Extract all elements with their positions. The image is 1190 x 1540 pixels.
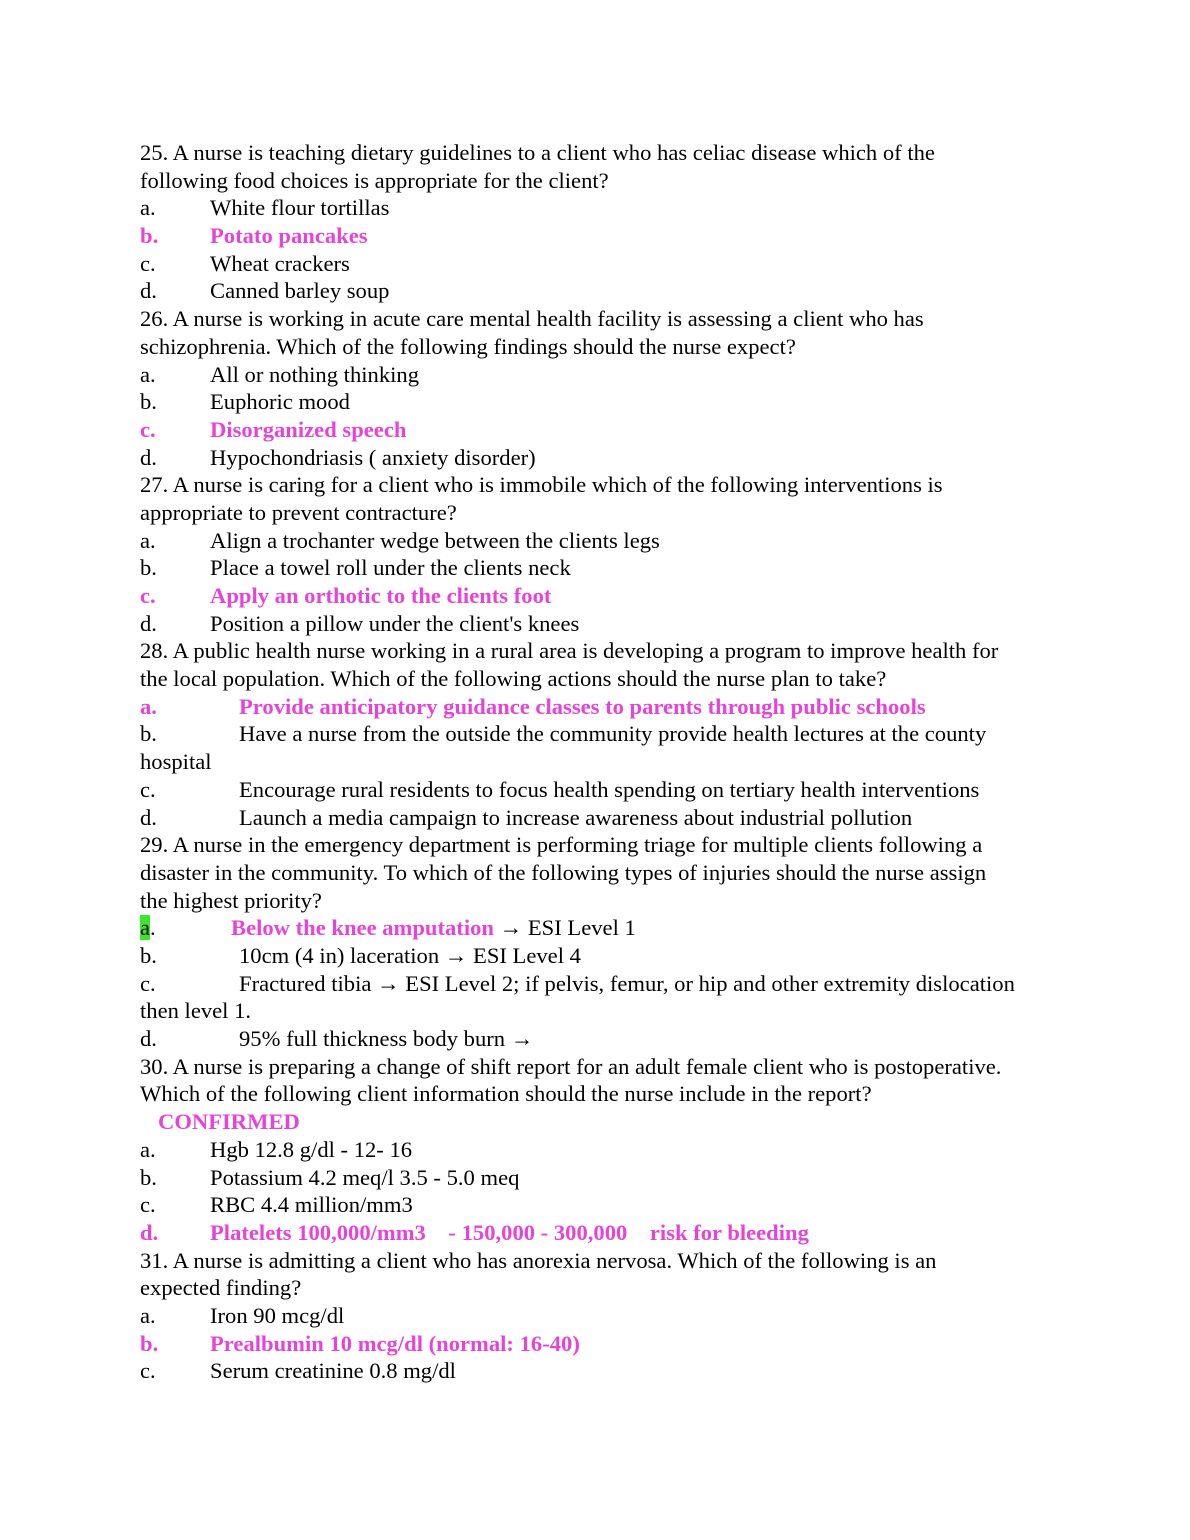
q27-option-a [140,527,1050,555]
option-text: All or nothing thinking [210,361,419,387]
q30-option-a [140,1136,1050,1164]
q27-option-b [140,554,1050,582]
option-letter: a. [140,1302,156,1328]
option-letter: d. [140,1219,159,1245]
q29-option-d [140,1025,1050,1053]
option-text: Iron 90 mcg/dl [210,1302,345,1328]
option-letter: b. [140,1330,159,1356]
q28-option-a-correct [140,693,1050,721]
option-letter: d. [140,444,157,470]
option-text: Hgb 12.8 g/dl - 12- 16 [210,1136,413,1162]
option-text: Position a pillow under the client's knees [210,610,580,636]
q25-option-a [140,194,1050,222]
q31-option-c [140,1357,1050,1385]
document-page [140,139,1050,1385]
q25-option-b-correct [140,222,1050,250]
option-text: Potassium 4.2 meq/l 3.5 - 5.0 meq [210,1164,520,1190]
option-text: Prealbumin 10 mcg/dl (normal: 16-40) [210,1330,580,1356]
highlighted-letter: a [140,915,151,941]
option-text: Fractured tibia → ESI Level 2; if pelvis, femur, or hip and other extremity dislocation then level 1. [140,970,1015,1024]
question-29-stem-cont: disaster in the community. To which of the following types of injuries should the nurse assign [140,859,987,885]
question-26-stem-cont: schizophrenia. Which of the following findings should the nurse expect? [140,333,796,359]
q26-option-d [140,444,1050,472]
q26-option-a [140,361,1050,389]
q29-option-c [140,970,1050,1025]
question-29-stem: 29. A nurse in the emergency department is performing triage for multiple clients following a [140,832,983,858]
option-letter: c. [140,416,156,442]
q28-option-b [140,720,1050,775]
option-letter: b. [140,721,157,747]
option-text: RBC 4.4 million/mm3 [210,1192,413,1218]
confirmed-label: CONFIRMED [158,1109,300,1135]
correct-answer-text: Below the knee amputation [231,915,494,941]
option-text: Platelets 100,000/mm3 - 150,000 - 300,000 risk for bleeding [210,1219,809,1245]
option-text: Encourage rural residents to focus health spending on tertiary health interventions [239,776,980,802]
option-text: Align a trochanter wedge between the clients legs [210,527,660,553]
q27-option-d [140,610,1050,638]
question-25-stem: 25. A nurse is teaching dietary guidelines to a client who has celiac disease which of the [140,140,935,165]
question-30-stem: 30. A nurse is preparing a change of shift report for an adult female client who is postoperative. [140,1053,1002,1079]
option-letter: a. [140,1136,156,1162]
option-text: Serum creatinine 0.8 mg/dl [210,1358,456,1384]
question-25-stem-cont: following food choices is appropriate for the client? [140,167,609,193]
option-text: Provide anticipatory guidance classes to parents through public schools [239,693,926,719]
option-letter: b. [140,942,157,968]
option-letter: c. [140,776,156,802]
option-letter: d. [140,1026,157,1052]
option-letter: b. [140,1164,157,1190]
option-letter: d. [140,610,157,636]
question-29-stem-cont2: the highest priority? [140,887,322,913]
option-text: Disorganized speech [210,416,407,442]
q30-option-b [140,1164,1050,1192]
option-letter: c. [140,250,156,276]
option-letter: c. [140,970,156,996]
question-26-stem: 26. A nurse is working in acute care mental health facility is assessing a client who has [140,306,924,332]
q25-option-c [140,250,1050,278]
q31-option-a [140,1302,1050,1330]
option-text: Launch a media campaign to increase awareness about industrial pollution [239,804,913,830]
option-letter: b. [140,389,157,415]
option-text: 95% full thickness body burn → [239,1026,534,1052]
option-letter [140,914,156,942]
question-27-stem-cont: appropriate to prevent contracture? [140,499,457,525]
option-letter: c. [140,1192,156,1218]
option-text: Euphoric mood [210,389,350,415]
option-letter: a. [140,361,156,387]
q26-option-c-correct [140,416,1050,444]
q29-option-a-correct [140,914,1050,942]
option-text: Hypochondriasis ( anxiety disorder) [210,444,536,470]
q27-option-c-correct [140,582,1050,610]
q28-option-c [140,776,1050,804]
q25-option-d [140,277,1050,305]
question-31-stem-cont: expected finding? [140,1275,302,1301]
option-letter: c. [140,583,156,608]
option-letter: c. [140,1358,156,1384]
question-31-stem: 31. A nurse is admitting a client who has anorexia nervosa. Which of the following is an [140,1247,937,1273]
option-letter: d. [140,804,157,830]
option-text: White flour tortillas [210,195,390,221]
letter-dot: . [150,915,156,941]
option-letter: d. [140,278,157,304]
option-letter: a. [140,527,156,553]
option-text [231,914,636,942]
option-text: 10cm (4 in) laceration → ESI Level 4 [239,942,581,968]
q31-option-b-correct [140,1330,1050,1358]
option-letter: b. [140,223,159,249]
option-text: Apply an orthotic to the clients foot [210,583,552,608]
q30-option-d-correct [140,1219,1050,1247]
question-28-stem: 28. A public health nurse working in a rural area is developing a program to improve health for [140,638,999,664]
q28-option-d [140,804,1050,832]
option-note: → ESI Level 1 [493,915,636,941]
option-text: Canned barley soup [210,278,390,304]
question-27-stem: 27. A nurse is caring for a client who is immobile which of the following interventions is [140,472,943,498]
q29-option-b [140,942,1050,970]
option-letter: a. [140,693,157,719]
question-28-stem-cont: the local population. Which of the following actions should the nurse plan to take? [140,666,887,692]
option-letter: a. [140,195,156,221]
option-text: Have a nurse from the outside the community provide health lectures at the county hospital [140,721,987,775]
option-text: Wheat crackers [210,250,350,276]
option-text: Place a towel roll under the clients neck [210,555,571,581]
q26-option-b [140,388,1050,416]
option-text: Potato pancakes [210,223,368,249]
option-letter: b. [140,555,157,581]
q30-option-c [140,1191,1050,1219]
question-30-stem-cont: Which of the following client information should the nurse include in the report? [140,1081,872,1107]
